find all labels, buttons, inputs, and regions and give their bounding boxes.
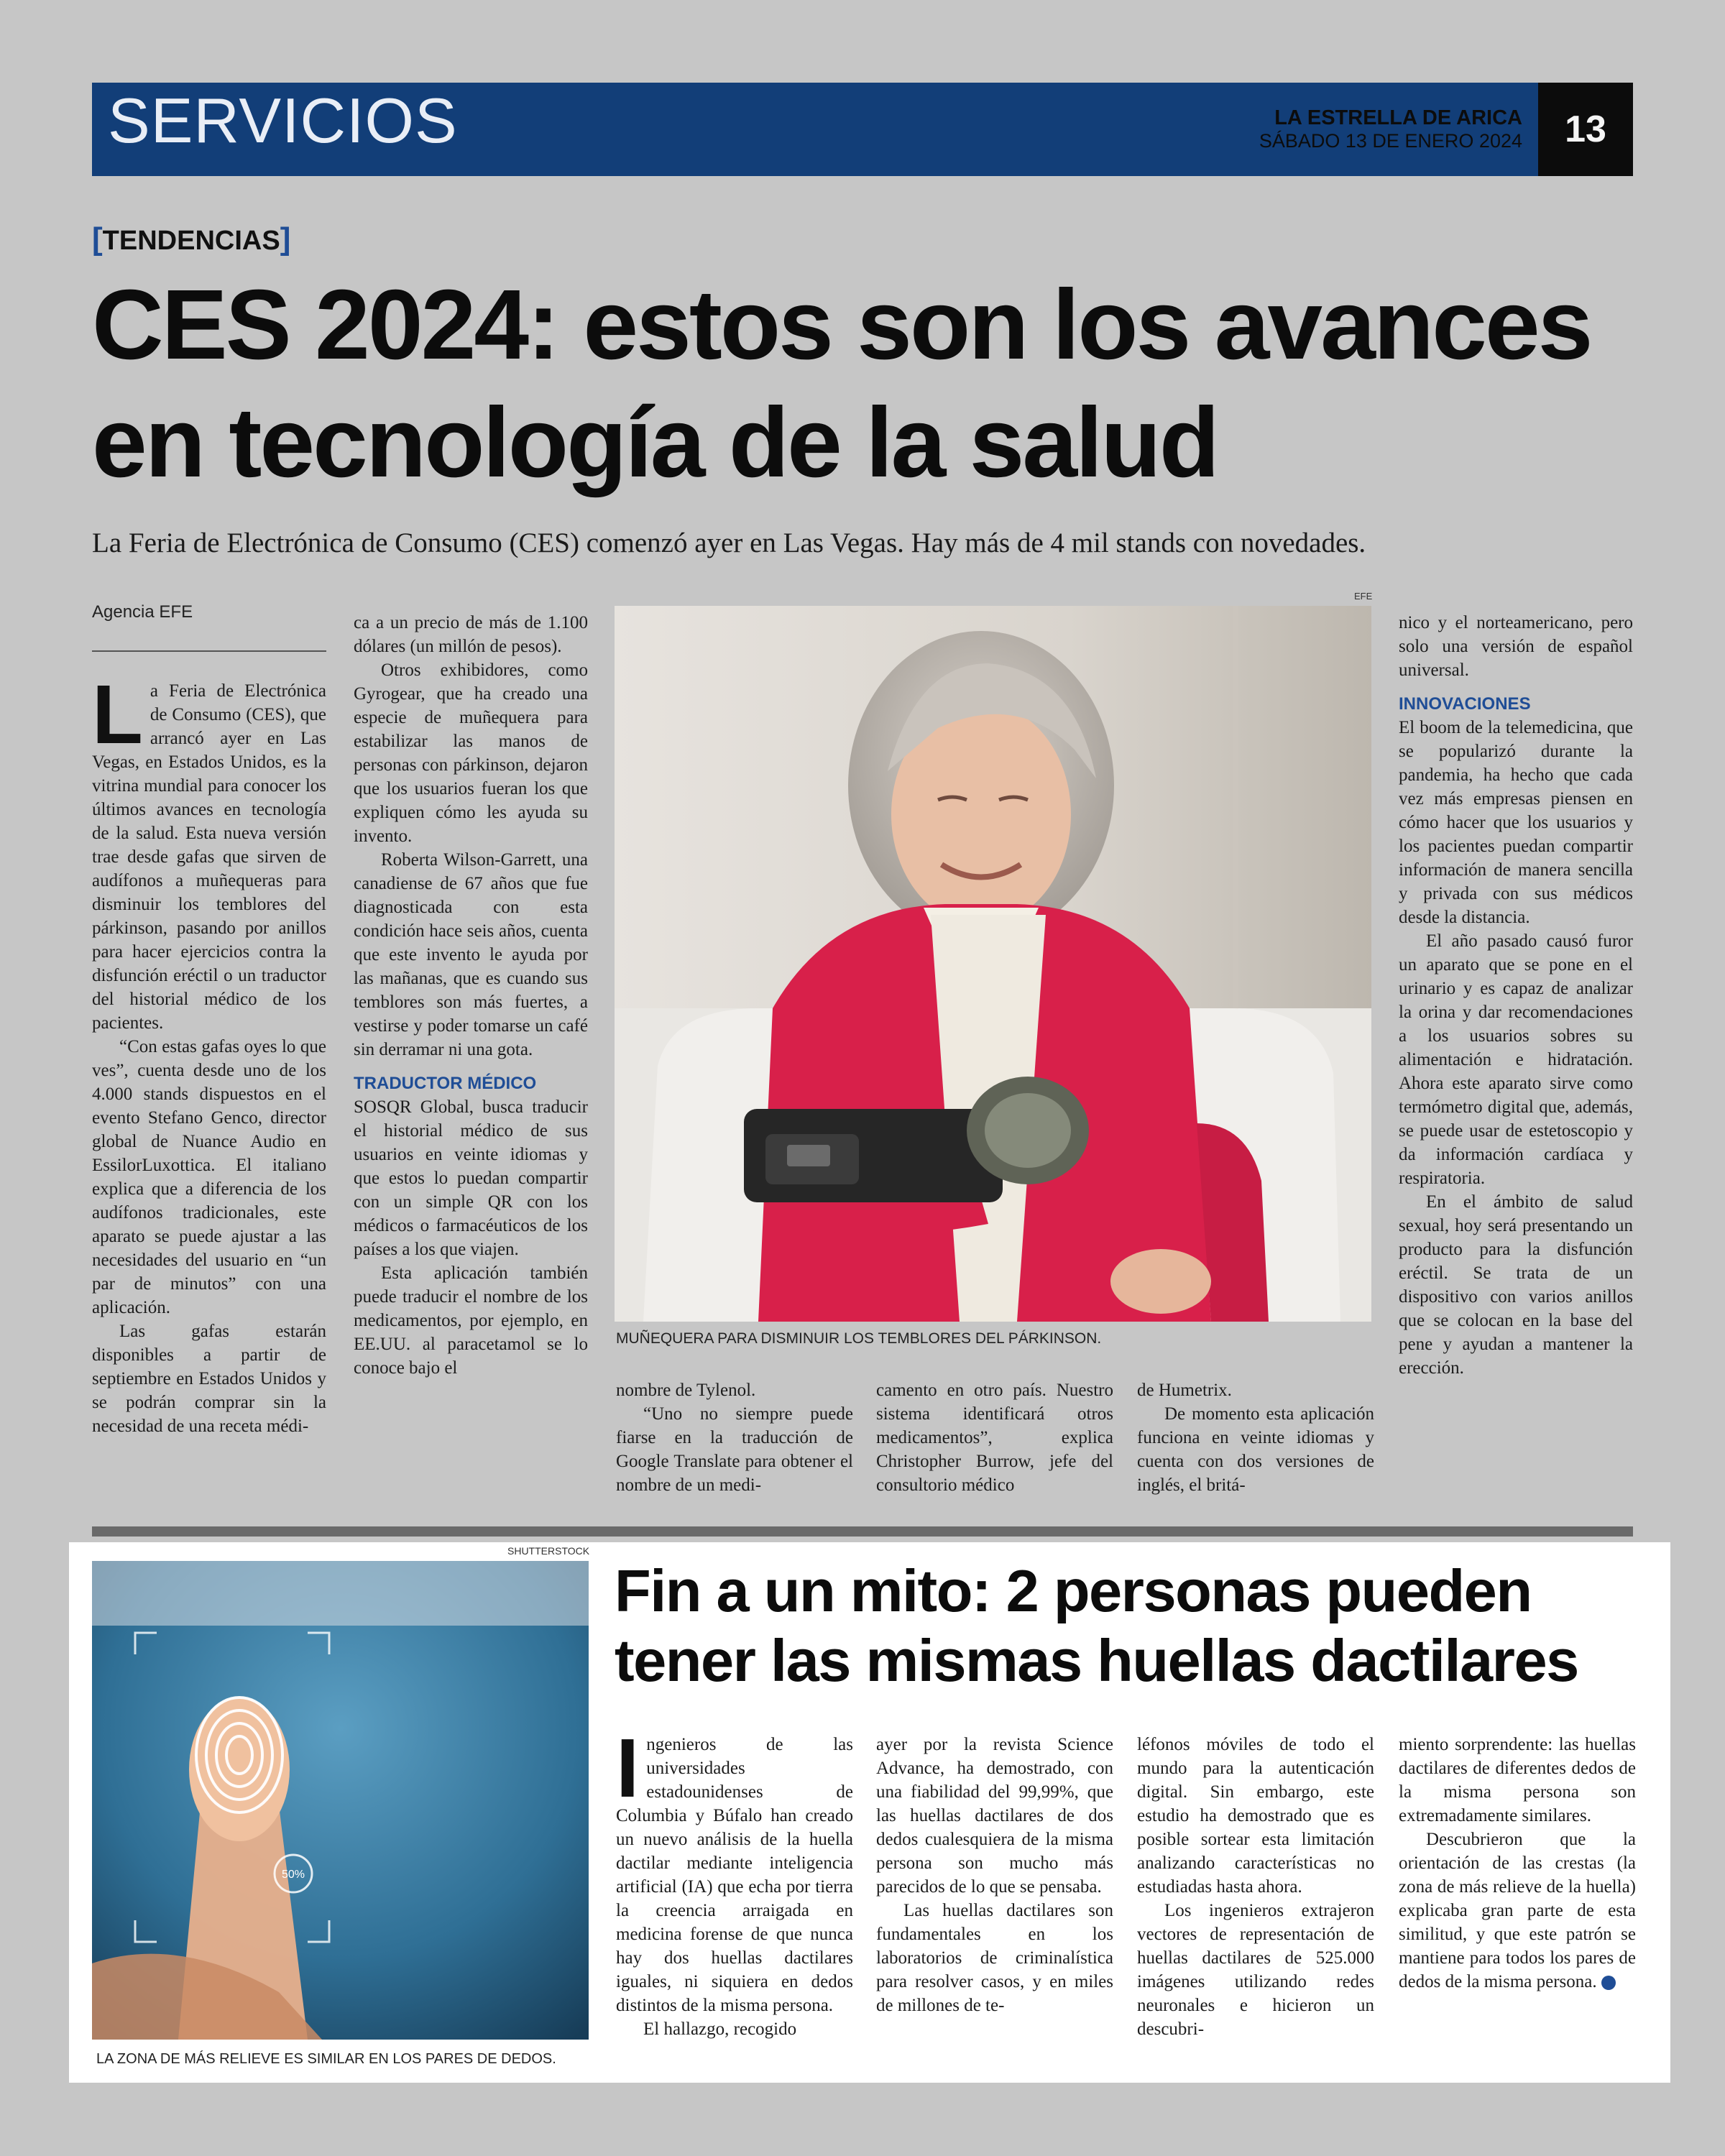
paragraph: camento en otro país. Nuestro sistema identificará otros medicamentos”, explica Christopher Burrow, jefe del consultorio médico (876, 1381, 1113, 1495)
paragraph: Esta aplicación también puede traducir el nombre de los medicamentos, por ejemplo, en EE.UU. al paracetamol se lo conoce bajo el (354, 1263, 588, 1378)
article1-column-2 (354, 611, 588, 1380)
subheading: TRADUCTOR MÉDICO (354, 1074, 537, 1093)
paragraph: El hallazgo, recogido (643, 2019, 797, 2039)
photo-illustration (92, 1561, 589, 2040)
section-title: SERVICIOS (108, 85, 458, 156)
article2-headline (615, 1556, 1635, 1695)
photo-credit: SHUTTERSTOCK (507, 1545, 590, 1557)
publication-date: SÁBADO 13 DE ENERO 2024 (1259, 130, 1522, 152)
drop-cap: I (616, 1721, 640, 1815)
paragraph: “Uno no siempre puede fiarse en la traducción de Google Translate para obtener el nombre de un medi- (616, 1404, 853, 1495)
drop-cap: L (92, 668, 143, 761)
paragraph: miento sorprendente: las huellas dactilares de diferentes dedos de la misma persona son extremadamente similares. (1399, 1735, 1636, 1825)
paragraph: de Humetrix. (1137, 1381, 1232, 1400)
paragraph: El año pasado causó furor un aparato que se pone en el urinario y es capaz de analizar la orina y dar recomendaciones a los usuarios sobres su alimentación e hidratación. Ahora este aparato sirve como termómetro digital que, además, se puede usar de estetoscopio y da información cardíaca y respiratoria. (1399, 931, 1633, 1188)
paragraph: Descubrieron que la orientación de las crestas (la zona de más relieve de la huella) explicaba gran parte de esta similitud, y que este patrón se mantiene para todos los pares de dedos de la misma persona. (1399, 1830, 1636, 1991)
article-photo-fingerprint-scan (92, 1561, 589, 2040)
paragraph: léfonos móviles de todo el mundo para la autenticación digital. Sin embargo, este estudio ha demostrado que es posible sortear esta limitación analizando características no estudiadas hasta ahora. (1137, 1735, 1374, 1897)
photo-illustration (615, 606, 1371, 1322)
end-of-article-icon: ✪ (1601, 1976, 1616, 1990)
paragraph: ayer por la revista Science Advance, ha demostrado, con una fiabilidad del 99,99%, que las huellas dactilares de dos dedos cualesquiera de la misma persona son mucho más parecidos de lo que se pensaba. (876, 1735, 1113, 1897)
headline-line-2: en tecnología de la salud (92, 387, 1218, 498)
paragraph: a Feria de Electrónica de Consumo (CES), que arrancó ayer en Las Vegas, en Estados Unidos, es la vitrina mundial para conocer los últimos avances en tecnología de la salud. Esta nueva versión trae desde gafas que sirven de audífonos a muñequeras para disminuir los temblores del párkinson, pasando por anillos para hacer ejercicios contra la disfunción eréctil o un traductor del historial médico de los pacientes. (92, 681, 326, 1033)
photo-credit: EFE (1354, 591, 1373, 602)
article-headline (92, 266, 1644, 502)
article-lede: La Feria de Electrónica de Consumo (CES) comenzó ayer en Las Vegas. Hay más de 4 mil stands con novedades. (92, 528, 1366, 558)
paragraph: Los ingenieros extrajeron vectores de representación de huellas dactilares de 525.000 imágenes utilizando redes neuronales e hicieron un descubri- (1137, 1901, 1374, 2039)
article2-column-2 (876, 1733, 1113, 2017)
article1-column-1 (92, 668, 326, 1438)
article1-column-6 (1399, 611, 1633, 1380)
article1-column-5 (1137, 1378, 1374, 1497)
paragraph: De momento esta aplicación funciona en veinte idiomas y cuenta con dos versiones de inglés, el britá- (1137, 1404, 1374, 1495)
headline-line-2: tener las mismas huellas dactilares (615, 1627, 1578, 1694)
byline-divider (92, 650, 326, 652)
paragraph: nombre de Tylenol. (616, 1381, 756, 1400)
page-number: 13 (1538, 83, 1633, 176)
article2-column-1 (616, 1721, 853, 2041)
article-kicker: [TENDENCIAS] (92, 221, 291, 257)
photo-caption: LA ZONA DE MÁS RELIEVE ES SIMILAR EN LOS PARES DE DEDOS. (96, 2051, 556, 2067)
byline: Agencia EFE (92, 602, 193, 622)
publication-info (1259, 106, 1522, 152)
article-divider (92, 1526, 1633, 1537)
paragraph: “Con estas gafas oyes lo que ves”, cuenta desde uno de los 4.000 stands dispuestos en el evento Stefano Genco, director global de Nuance Audio en EssilorLuxottica. El italiano explica que a diferencia de los audífonos tradicionales, este aparato se puede ajustar a las necesidades del usuario en “un par de minutos” con una aplicación. (92, 1037, 326, 1317)
paragraph: Las huellas dactilares son fundamentales en los laboratorios de criminalística para resolver casos, y en miles de millones de te- (876, 1901, 1113, 2015)
publication-name: LA ESTRELLA DE ARICA (1274, 106, 1522, 129)
paragraph: ngenieros de las universidades estadounidenses de Columbia y Búfalo han creado un nuevo análisis de la huella dactilar mediante inteligencia artificial (IA) que echa por tierra la creencia arraigada en medicina forense de que nunca hay dos huellas dactilares iguales, ni siquiera en dedos distintos de la misma persona. (616, 1735, 853, 2015)
article2-column-3 (1137, 1733, 1374, 2041)
paragraph: Otros exhibidores, como Gyrogear, que ha creado una especie de muñequera para estabilizar las manos de personas con párkinson, dejaron que los usuarios fueran los que expliquen cómo les ayuda su invento. (354, 660, 588, 846)
scan-badge: 50% (281, 1869, 305, 1881)
paragraph: SOSQR Global, busca traducir el historial médico de sus usuarios en veinte idiomas y que estos lo puedan compartir con un simple QR con los médicos o farmacéuticos de los países a los que viajen. (354, 1097, 588, 1259)
article2-column-4 (1399, 1733, 1636, 1994)
subheading: INNOVACIONES (1399, 694, 1531, 714)
paragraph: El boom de la telemedicina, que se popularizó durante la pandemia, ha hecho que cada vez más empresas piensen en cómo hacer que los usuarios y los pacientes puedan compartir información de manera sencilla y privada con sus médicos desde la distancia. (1399, 718, 1633, 927)
paragraph: Roberta Wilson-Garrett, una canadiense de 67 años que fue diagnosticada con esta condición hace seis años, cuenta que este invento le ayuda por las mañanas, que es cuando sus temblores son más fuertes, a vestirse y poder tomarse un café sin derramar ni una gota. (354, 850, 588, 1059)
article1-column-4 (876, 1378, 1113, 1497)
headline-line-1: CES 2024: estos son los avances (92, 270, 1591, 380)
photo-caption: MUÑEQUERA PARA DISMINUIR LOS TEMBLORES DEL PÁRKINSON. (616, 1330, 1102, 1347)
paragraph: ca a un precio de más de 1.100 dólares (un millón de pesos). (354, 613, 588, 656)
article-photo-woman-wrist-device (615, 606, 1371, 1322)
paragraph: nico y el norteamericano, pero solo una versión de español universal. (1399, 613, 1633, 680)
kicker-text: TENDENCIAS (102, 226, 280, 256)
article1-column-3 (616, 1378, 853, 1497)
paragraph: Las gafas estarán disponibles a partir de septiembre en Estados Unidos y se podrán comprar sin la necesidad de una receta médi- (92, 1322, 326, 1436)
headline-line-1: Fin a un mito: 2 personas pueden (615, 1557, 1532, 1624)
paragraph: En el ámbito de salud sexual, hoy será presentando un producto para la disfunción eréctil. Se trata de un dispositivo con varios anillos que se colocan en la base del pene y ayudan a mantener la erección. (1399, 1192, 1633, 1378)
